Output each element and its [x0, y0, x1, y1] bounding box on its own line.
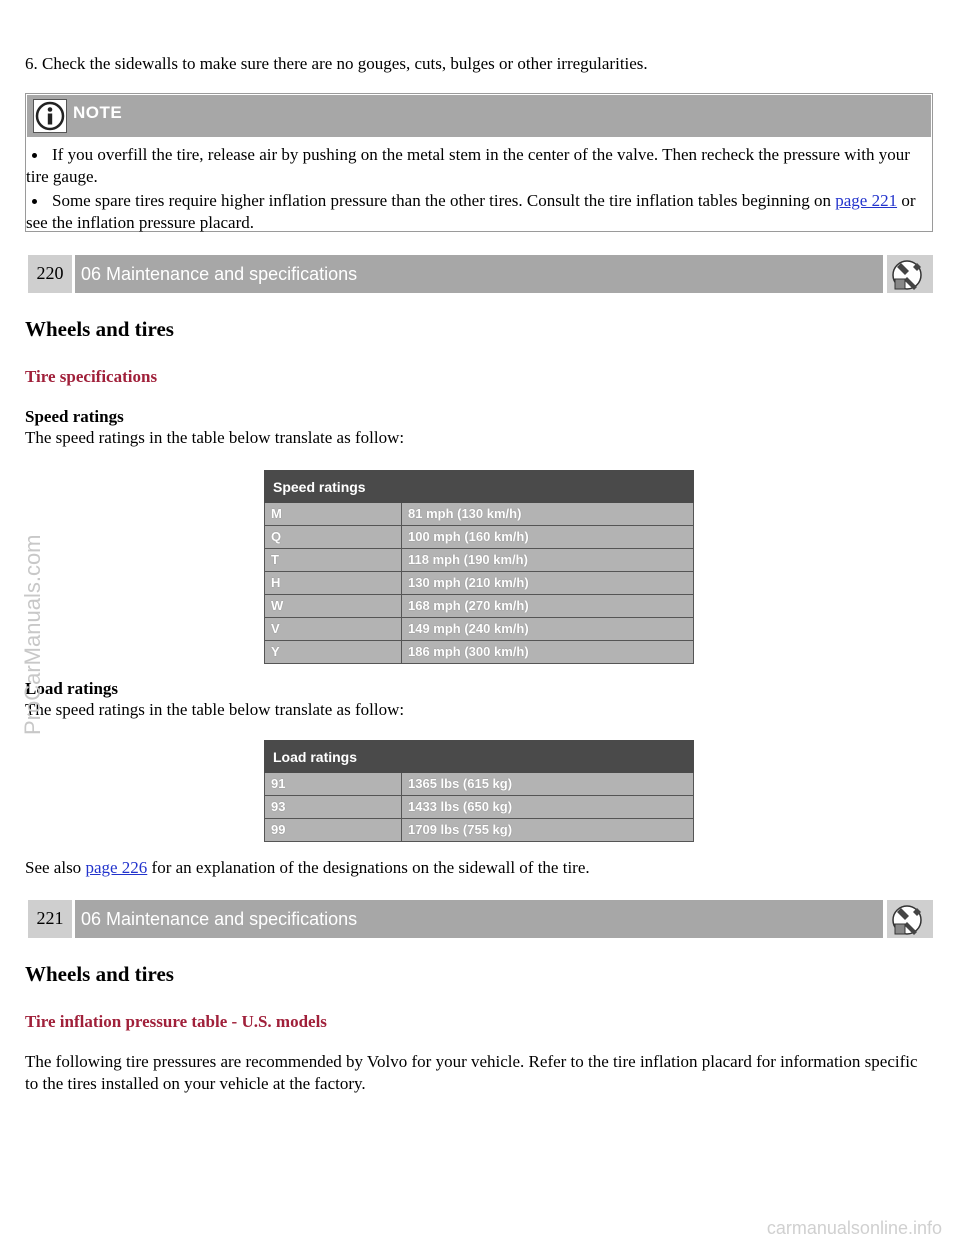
rating-code: 99 — [265, 819, 402, 842]
rating-value: 149 mph (240 km/h) — [402, 618, 694, 641]
rating-code: M — [265, 503, 402, 526]
rating-value: 168 mph (270 km/h) — [402, 595, 694, 618]
speed-ratings-label: Speed ratings — [25, 407, 124, 426]
see-also-prefix: See also — [25, 858, 86, 877]
table-row — [265, 526, 694, 549]
speed-table-title: Speed ratings — [265, 471, 694, 503]
rating-code: T — [265, 549, 402, 572]
section-bar-220 — [28, 255, 933, 293]
wrench-icon — [887, 255, 933, 293]
load-ratings-table — [264, 740, 694, 842]
note-bullet-2-text: Some spare tires require higher inflation pressure than the other tires. Consult the tire inflation tables beginning on — [52, 191, 836, 210]
section-page-number — [28, 900, 72, 938]
heading-wheels-and-tires-2: Wheels and tires — [25, 962, 174, 986]
bullet-dot-icon — [32, 153, 37, 158]
note-box — [25, 93, 933, 232]
rating-value: 81 mph (130 km/h) — [402, 503, 694, 526]
see-also-suffix: for an explanation of the designations on the sidewall of the tire. — [147, 858, 590, 877]
table-row — [265, 796, 694, 819]
table-row — [265, 641, 694, 664]
rating-value: 100 mph (160 km/h) — [402, 526, 694, 549]
table-row — [265, 503, 694, 526]
note-header — [27, 95, 931, 137]
rating-code: Y — [265, 641, 402, 664]
rating-code: H — [265, 572, 402, 595]
section-title: 06 Maintenance and specifications — [75, 900, 883, 938]
speed-ratings-intro: The speed ratings in the table below translate as follow: — [25, 428, 405, 447]
rating-code: W — [265, 595, 402, 618]
note-body — [26, 144, 926, 236]
note-bullet-1-text: If you overfill the tire, release air by pushing on the metal stem in the center of the valve. Then recheck the pressure with your tire gauge. — [26, 145, 910, 186]
subheading-tire-inflation-pressure: Tire inflation pressure table - U.S. models — [25, 1012, 327, 1031]
rating-value: 118 mph (190 km/h) — [402, 549, 694, 572]
load-ratings-label: Load ratings — [25, 679, 119, 698]
section-bar-221 — [28, 900, 933, 938]
note-bullet-2 — [26, 190, 926, 234]
wrench-icon — [887, 900, 933, 938]
rating-value: 1365 lbs (615 kg) — [402, 773, 694, 796]
side-watermark: ProCarManuals.com — [20, 534, 45, 735]
section-number-text: 221 — [36, 908, 64, 928]
rating-value: 1709 lbs (755 kg) — [402, 819, 694, 842]
page-221-link[interactable]: page 221 — [835, 191, 898, 210]
rating-code: V — [265, 618, 402, 641]
bottom-watermark: carmanualsonline.info — [766, 1218, 942, 1238]
step-6-text: 6. Check the sidewalls to make sure there are no gouges, cuts, bulges or other irregularities. — [25, 54, 648, 73]
section-number-text: 220 — [36, 263, 64, 283]
page-226-link[interactable]: page 226 — [85, 858, 148, 877]
table-row — [265, 773, 694, 796]
note-bullet-2-tail: or see the inflation pressure placard. — [26, 191, 916, 232]
section-title: 06 Maintenance and specifications — [75, 255, 883, 293]
rating-value: 130 mph (210 km/h) — [402, 572, 694, 595]
rating-code: 91 — [265, 773, 402, 796]
note-title: NOTE — [73, 103, 123, 122]
table-row — [265, 572, 694, 595]
table-row — [265, 595, 694, 618]
bullet-dot-icon — [32, 199, 37, 204]
table-row — [265, 549, 694, 572]
rating-value: 186 mph (300 km/h) — [402, 641, 694, 664]
load-table-title: Load ratings — [265, 741, 694, 773]
note-bullet-1 — [26, 144, 926, 188]
info-icon — [33, 99, 67, 133]
section-page-number — [28, 255, 72, 293]
table-row — [265, 819, 694, 842]
heading-wheels-and-tires: Wheels and tires — [25, 317, 174, 341]
load-ratings-intro: The speed ratings in the table below translate as follow: — [25, 700, 405, 719]
inflation-intro-paragraph: The following tire pressures are recommended by Volvo for your vehicle. Refer to the tire inflation placard for information specific to the tires installed on your vehicle at the factory. — [25, 1052, 918, 1093]
table-row — [265, 618, 694, 641]
rating-code: Q — [265, 526, 402, 549]
rating-value: 1433 lbs (650 kg) — [402, 796, 694, 819]
see-also-text — [25, 857, 590, 879]
speed-ratings-table — [264, 470, 694, 664]
subheading-tire-specifications: Tire specifications — [25, 367, 158, 386]
rating-code: 93 — [265, 796, 402, 819]
